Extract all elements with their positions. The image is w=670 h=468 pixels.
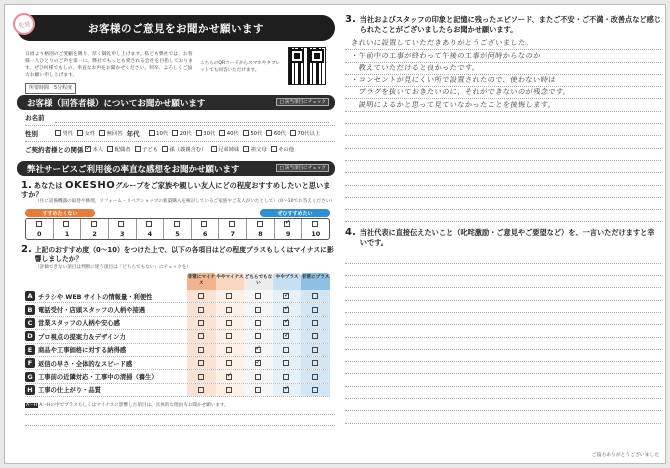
check-hint: □ 該当項目にチェック — [276, 164, 329, 172]
answer-line[interactable] — [345, 313, 661, 325]
rating-cell[interactable] — [244, 357, 273, 369]
rating-checkbox[interactable] — [255, 307, 261, 313]
scale-cell[interactable] — [275, 219, 303, 239]
rating-checkbox[interactable] — [283, 374, 289, 380]
brand-name: OKESHO — [65, 180, 116, 191]
scale-number: 3 — [119, 229, 125, 238]
column-header: 非常にプラス — [301, 273, 330, 290]
rating-cell[interactable] — [244, 384, 273, 396]
relation-option[interactable] — [243, 145, 266, 153]
scale-cell[interactable] — [81, 219, 109, 239]
option-label: 70代以上 — [297, 131, 321, 137]
rating-checkbox[interactable] — [255, 333, 261, 339]
impact-table-body — [25, 290, 330, 397]
answer-line[interactable] — [345, 301, 661, 313]
answer-line[interactable] — [345, 136, 661, 148]
relation-option[interactable] — [85, 145, 103, 153]
qr-caption: こちらのQRコードからスマホやタブレットでも回答いただけます。 — [200, 61, 281, 73]
rating-cell[interactable] — [273, 370, 302, 382]
item-letter: D — [25, 331, 35, 341]
answer-line[interactable] — [345, 276, 661, 288]
gender-option[interactable] — [99, 129, 122, 137]
impact-footer-note — [17, 402, 335, 408]
rating-checkbox[interactable] — [312, 374, 318, 380]
answer-line[interactable] — [345, 124, 661, 136]
scale-low-label: すすめたくない — [25, 209, 95, 217]
checkbox[interactable] — [85, 146, 91, 152]
table-row — [25, 370, 330, 383]
rating-checkbox[interactable] — [226, 360, 232, 366]
rating-checkbox[interactable] — [198, 387, 204, 393]
rating-cell[interactable] — [273, 357, 302, 369]
section-service-title: 弊社サービスご利用後の率直な感想をお聞かせ願います — [27, 164, 240, 175]
section-service-header — [17, 161, 335, 176]
rating-checkbox[interactable] — [255, 360, 261, 366]
question-1-note: （住に設備機器の取替や修理、リフォーム・リペアショップの新築購入を検討しているご家族やご友人がいたとして）（0〜10でお答えください） — [35, 199, 335, 204]
relation-row — [17, 142, 335, 157]
rating-checkbox[interactable] — [312, 293, 318, 299]
checkbox[interactable] — [211, 146, 217, 152]
option-label: 配偶者 — [114, 147, 131, 153]
question-3-text: 当社およびスタッフの印象と記憶に残ったエピソード、またご不安・ご不満・改善点など感じられたことがございましたらお聞かせ願います。 — [359, 15, 661, 34]
scale-checkbox[interactable] — [201, 221, 207, 227]
scale-number: 9 — [285, 229, 291, 238]
scale-checkbox[interactable] — [174, 221, 180, 227]
handwritten-text: きれいに設置していただきありがとうございました。 — [350, 38, 534, 48]
rating-checkbox[interactable] — [198, 374, 204, 380]
rating-cell[interactable] — [273, 290, 302, 302]
rating-cell[interactable] — [187, 370, 216, 382]
check-hint: □ 該当項目にチェック — [276, 98, 329, 106]
gender-options — [55, 129, 127, 138]
age-option[interactable] — [243, 129, 263, 137]
question-2-note: （評価できない項目は判断に迷う項目は「どちらでもない」にチェックを） — [35, 265, 192, 270]
option-label: 男性 — [62, 131, 74, 137]
rating-checkbox[interactable] — [312, 347, 318, 353]
answer-line[interactable] — [345, 288, 661, 300]
relation-label: ご契約者様との関係 — [25, 146, 84, 154]
question-1-pre: あなたは — [33, 181, 63, 190]
option-label: 20代 — [179, 131, 192, 137]
section-customer-header — [17, 95, 335, 110]
item-label: 商品や工事価格に対する納得感 — [38, 347, 127, 355]
question-3-number: 3. — [345, 14, 356, 25]
recommend-scale — [25, 209, 330, 239]
checkbox[interactable] — [290, 130, 296, 136]
rating-checkbox[interactable] — [283, 360, 289, 366]
rating-checkbox[interactable] — [226, 307, 232, 313]
survey-sheet — [4, 4, 666, 464]
table-row — [25, 330, 330, 343]
rating-cell[interactable] — [244, 303, 273, 315]
rating-cell[interactable] — [301, 370, 330, 382]
footer-badge: A〜H — [26, 403, 38, 408]
scale-cell[interactable] — [219, 219, 247, 239]
rating-cell[interactable] — [216, 344, 245, 356]
rating-cell[interactable] — [216, 303, 245, 315]
item-letter: B — [25, 305, 35, 315]
answer-line[interactable] — [345, 374, 661, 386]
rating-checkbox[interactable] — [283, 320, 289, 326]
rating-checkbox[interactable] — [226, 374, 232, 380]
rating-cell[interactable] — [301, 290, 330, 302]
scale-number: 7 — [230, 229, 236, 238]
scale-checkbox[interactable] — [63, 221, 69, 227]
item-label: プロ視点の提案力＆デザイン力 — [38, 333, 126, 341]
option-label: 女性 — [84, 131, 96, 137]
option-label: 30代 — [203, 131, 216, 137]
scale-cell[interactable] — [109, 219, 137, 239]
scale-cell[interactable] — [26, 219, 54, 239]
thanks-text: ご協力ありがとうございました — [591, 453, 659, 458]
qr-code-icon[interactable] — [288, 47, 326, 85]
table-row — [25, 303, 330, 316]
checkbox[interactable] — [196, 130, 202, 136]
checkbox[interactable] — [219, 130, 225, 136]
option-label: 兄弟姉妹 — [218, 147, 240, 153]
impact-table — [25, 273, 330, 399]
handwritten-text: ・午前中の工事が終わって午後の工事が何時からなのか — [350, 50, 542, 60]
rating-cell[interactable] — [187, 384, 216, 396]
checkbox[interactable] — [243, 130, 249, 136]
rating-cell[interactable] — [301, 384, 330, 396]
answer-line[interactable] — [345, 210, 661, 222]
item-label: 工事前の近隣対応・工事中の清掃（養生） — [38, 374, 158, 382]
checkbox[interactable] — [99, 130, 105, 136]
table-row — [25, 384, 330, 397]
age-option[interactable] — [266, 129, 286, 137]
scale-number: 1 — [64, 229, 70, 238]
scale-checkbox[interactable] — [312, 221, 318, 227]
checkbox[interactable] — [55, 130, 61, 136]
left-page — [17, 15, 335, 460]
scale-cell[interactable] — [192, 219, 220, 239]
gender-option[interactable] — [77, 129, 95, 137]
rating-checkbox[interactable] — [312, 307, 318, 313]
checkbox[interactable] — [107, 146, 113, 152]
column-header: 非常にマイナス — [187, 273, 216, 290]
stamp-mark: 先発 — [11, 11, 37, 37]
scale-cell[interactable] — [247, 219, 275, 239]
rating-cell[interactable] — [216, 384, 245, 396]
scale-number: 8 — [258, 229, 263, 238]
option-label: 40代 — [226, 131, 239, 137]
item-letter: F — [25, 358, 35, 368]
age-option[interactable] — [149, 129, 169, 137]
column-header: ややプラス — [273, 273, 302, 290]
scale-checkbox[interactable] — [91, 221, 97, 227]
checkbox[interactable] — [135, 146, 141, 152]
rating-cell[interactable] — [187, 290, 216, 302]
rating-cell[interactable] — [187, 317, 216, 329]
rating-checkbox[interactable] — [226, 387, 232, 393]
right-page — [345, 15, 661, 460]
rating-cell[interactable] — [216, 370, 245, 382]
rating-cell[interactable] — [216, 357, 245, 369]
rating-checkbox[interactable] — [198, 320, 204, 326]
intro-text: 日頃より格別のご愛顧を賜り、厚く御礼申し上げます。私ども弊社では、お客様一人ひとりのご声を第一に、弊社でもっとも愛される会社を目指しております。ぜひ何様でもしの、率直なお声をお聞かせください。何卒、よろしくご協力お願い申し上げます。 — [25, 52, 193, 78]
item-letter: E — [25, 345, 35, 355]
answer-line[interactable] — [345, 149, 661, 161]
scale-cell[interactable] — [302, 219, 329, 239]
scale-high-label: ぜひすすめたい — [260, 209, 330, 217]
relation-option[interactable] — [271, 145, 294, 153]
item-label: 工事の仕上がり・品質 — [38, 387, 101, 395]
checkbox[interactable] — [172, 130, 178, 136]
rating-cell[interactable] — [187, 303, 216, 315]
age-options — [149, 129, 324, 138]
rating-checkbox[interactable] — [283, 293, 289, 299]
scale-number: 10 — [311, 229, 321, 238]
column-header: どちらでもない — [244, 273, 273, 290]
question-1-text: グループをご家族や親しい友人にどの程度おすすめしたいと思いますか？ — [21, 181, 331, 199]
rating-cell[interactable] — [301, 344, 330, 356]
option-label: 祖父母 — [250, 147, 267, 153]
answer-line[interactable] — [345, 198, 661, 210]
answer-line[interactable] — [345, 99, 661, 111]
footer-text: A〜Hの中でプラスもしくはマイナスに影響した項目は、具体的な理由もお聞かせ願います。 — [39, 403, 229, 408]
rating-cell[interactable] — [273, 330, 302, 342]
scale-cells — [25, 218, 330, 240]
answer-line[interactable] — [345, 325, 661, 337]
question-4-answer[interactable] — [345, 251, 661, 423]
answer-line[interactable] — [345, 87, 661, 99]
handwritten-text: ・コンセントが見にくい所で設置されたので、使わない時は — [350, 75, 557, 85]
gender-age-row — [17, 126, 335, 141]
relation-options — [85, 145, 298, 154]
rating-checkbox[interactable] — [312, 333, 318, 339]
question-4 — [345, 228, 661, 247]
scale-cell[interactable] — [164, 219, 192, 239]
rating-checkbox[interactable] — [226, 347, 232, 353]
answer-line[interactable] — [345, 50, 661, 62]
scale-checkbox[interactable] — [257, 221, 263, 227]
option-label: 本人 — [92, 147, 104, 153]
question-1-number: 1. — [21, 180, 32, 191]
relation-option[interactable] — [162, 145, 207, 153]
item-letter: G — [25, 372, 35, 382]
table-row — [25, 290, 330, 303]
scale-checkbox[interactable] — [118, 221, 124, 227]
comment-line[interactable] — [25, 425, 335, 426]
gender-option[interactable] — [55, 129, 73, 137]
impact-table-header — [187, 273, 330, 290]
rating-checkbox[interactable] — [226, 293, 232, 299]
item-label: 電話受付・店頭スタッフの人柄や接遇 — [38, 307, 146, 315]
scale-cell[interactable] — [54, 219, 82, 239]
question-1 — [17, 181, 335, 199]
option-label: 10代 — [156, 131, 169, 137]
rating-cell[interactable] — [187, 344, 216, 356]
rating-cell[interactable] — [187, 330, 216, 342]
scale-checkbox[interactable] — [146, 221, 152, 227]
rating-cell[interactable] — [244, 370, 273, 382]
rating-checkbox[interactable] — [198, 360, 204, 366]
answer-line[interactable] — [345, 112, 661, 124]
option-label: 無回答 — [106, 131, 123, 137]
rating-cell[interactable] — [301, 303, 330, 315]
scale-number: 6 — [202, 229, 208, 238]
rating-checkbox[interactable] — [312, 320, 318, 326]
answer-line[interactable] — [345, 338, 661, 350]
rating-checkbox[interactable] — [312, 360, 318, 366]
item-letter: H — [25, 385, 35, 395]
scale-number: 2 — [92, 229, 97, 238]
checkbox[interactable] — [266, 130, 272, 136]
question-2 — [17, 246, 335, 263]
question-2-text: 上記のおすすめ度（0〜10）をつけた上で、以下の各項目はどの程度プラスもしくはマイナスに影響しましたか？ — [34, 246, 334, 263]
section-customer-title: お客様（回答者様）についてお聞かせ願います — [27, 98, 206, 109]
rating-cell[interactable] — [244, 330, 273, 342]
rating-checkbox[interactable] — [283, 347, 289, 353]
gender-label: 性別 — [25, 130, 38, 138]
answer-line[interactable] — [345, 75, 661, 87]
answer-line[interactable] — [345, 362, 661, 374]
name-field[interactable] — [55, 113, 329, 123]
item-letter: A — [25, 291, 35, 301]
option-label: 孫（義親含む） — [169, 147, 207, 153]
rating-checkbox[interactable] — [283, 333, 289, 339]
rating-checkbox[interactable] — [198, 293, 204, 299]
handwritten-text: プラグを抜いておきたいのに、それができないのが残念です。 — [350, 87, 571, 97]
question-3 — [345, 15, 661, 34]
rating-checkbox[interactable] — [283, 387, 289, 393]
checkbox[interactable] — [149, 130, 155, 136]
age-label: 年代 — [126, 130, 140, 138]
rating-cell[interactable] — [187, 357, 216, 369]
question-3-answer[interactable] — [345, 38, 661, 222]
rating-cell[interactable] — [216, 317, 245, 329]
comment-line[interactable] — [25, 414, 335, 415]
checkbox[interactable] — [77, 130, 83, 136]
question-2-number: 2. — [21, 244, 32, 255]
rating-checkbox[interactable] — [283, 307, 289, 313]
rating-cell[interactable] — [301, 317, 330, 329]
rating-checkbox[interactable] — [226, 320, 232, 326]
rating-checkbox[interactable] — [198, 333, 204, 339]
question-4-text: 当社代表に直接伝えたいこと（叱咤激励・ご意見やご要望など）を、一言いただけますと幸いです。 — [359, 228, 655, 247]
answer-line[interactable] — [345, 251, 661, 263]
option-label: 50代 — [250, 131, 263, 137]
rating-cell[interactable] — [244, 344, 273, 356]
page-title: お客様のご意見をお聞かせ願います — [17, 15, 335, 41]
handwritten-text: 説明によるかと思って見ていなかったことを後悔します。 — [350, 99, 556, 109]
relation-option[interactable] — [107, 145, 130, 153]
age-option[interactable] — [196, 129, 216, 137]
answer-line[interactable] — [345, 38, 661, 50]
rating-cell[interactable] — [244, 290, 273, 302]
relation-option[interactable] — [135, 145, 158, 153]
option-label: その他 — [278, 147, 295, 153]
scale-checkbox[interactable] — [229, 221, 235, 227]
rating-checkbox[interactable] — [312, 387, 318, 393]
handwritten-text: 教えていただけると良かったです。 — [350, 62, 480, 72]
answer-line[interactable] — [345, 63, 661, 75]
rating-cell[interactable] — [273, 344, 302, 356]
rating-checkbox[interactable] — [255, 387, 261, 393]
answer-line[interactable] — [345, 387, 661, 399]
time-estimate: 所要時間 5分程度 — [25, 83, 76, 94]
rating-cell[interactable] — [244, 317, 273, 329]
scale-cell[interactable] — [137, 219, 165, 239]
rating-checkbox[interactable] — [255, 320, 261, 326]
name-label: お名前 — [25, 114, 45, 122]
name-row — [17, 110, 335, 125]
table-row — [25, 317, 330, 330]
rating-checkbox[interactable] — [226, 333, 232, 339]
rating-cell[interactable] — [301, 330, 330, 342]
scale-number: 5 — [175, 229, 180, 238]
rating-checkbox[interactable] — [198, 347, 204, 353]
rating-cell[interactable] — [301, 357, 330, 369]
relation-option[interactable] — [211, 145, 240, 153]
checkbox[interactable] — [162, 146, 168, 152]
rating-checkbox[interactable] — [255, 293, 261, 299]
intro-block — [17, 47, 335, 95]
rating-cell[interactable] — [273, 317, 302, 329]
rating-checkbox[interactable] — [198, 307, 204, 313]
checkbox[interactable] — [243, 146, 249, 152]
answer-line[interactable] — [345, 161, 661, 173]
table-row — [25, 344, 330, 357]
scale-checkbox[interactable] — [36, 221, 42, 227]
rating-checkbox[interactable] — [255, 374, 261, 380]
table-row — [25, 357, 330, 370]
answer-line[interactable] — [345, 173, 661, 185]
rating-cell[interactable] — [216, 330, 245, 342]
answer-line[interactable] — [345, 186, 661, 198]
item-label: 返信の早さ・全体的なスピード感 — [38, 360, 133, 368]
checkbox[interactable] — [271, 146, 277, 152]
scale-number: 0 — [37, 229, 42, 238]
scale-number: 4 — [147, 229, 153, 238]
rating-cell[interactable] — [273, 303, 302, 315]
item-letter: C — [25, 318, 35, 328]
question-4-number: 4. — [345, 227, 356, 239]
age-option[interactable] — [172, 129, 192, 137]
item-label: チラシや WEB サイトの情報量・利便性 — [38, 293, 153, 301]
column-header: ややマイナス — [216, 273, 245, 290]
scale-checkbox[interactable] — [284, 221, 290, 227]
option-label: 子ども — [142, 147, 158, 153]
answer-line[interactable] — [345, 350, 661, 362]
age-option[interactable] — [290, 129, 320, 137]
answer-line[interactable] — [345, 399, 661, 411]
rating-checkbox[interactable] — [255, 347, 261, 353]
answer-line[interactable] — [345, 411, 661, 423]
rating-cell[interactable] — [216, 290, 245, 302]
age-option[interactable] — [219, 129, 239, 137]
item-label: 営業スタッフの人柄や安心感 — [38, 320, 120, 328]
rating-cell[interactable] — [273, 384, 302, 396]
option-label: 60代 — [273, 131, 286, 137]
answer-line[interactable] — [345, 264, 661, 276]
